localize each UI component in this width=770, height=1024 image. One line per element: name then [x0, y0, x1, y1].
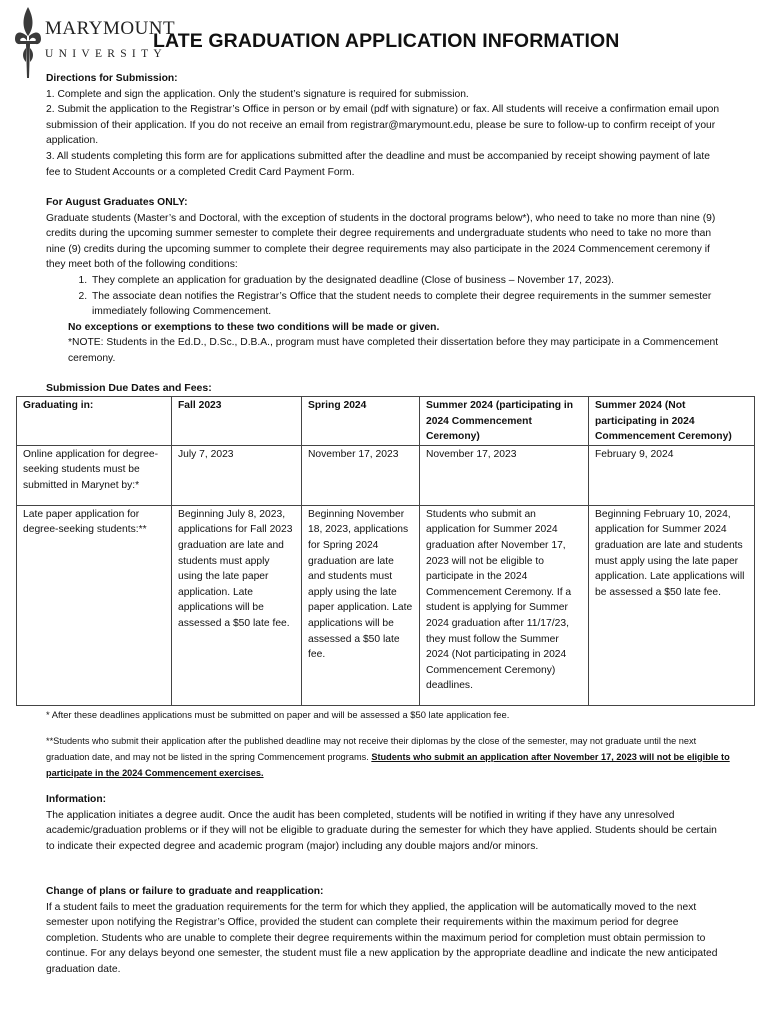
cell-online-fall: July 7, 2023: [172, 445, 302, 505]
header-fall-2023: Fall 2023: [172, 397, 302, 446]
row-label-online: Online application for degree-seeking students must be submitted in Marynet by:*: [17, 445, 172, 505]
header-summer-2024-not-participating: Summer 2024 (Not participating in 2024 Commencement Ceremony): [589, 397, 755, 446]
august-heading: For August Graduates ONLY:: [46, 197, 188, 208]
cell-late-summer-not-participating: Beginning February 10, 2024, application for Summer 2024 graduation are late and students must apply using the late paper application. Late applications will be assessed a $50 late fee.: [589, 505, 755, 705]
table-header-row: [17, 397, 755, 446]
august-intro: Graduate students (Master’s and Doctoral, with the exception of students in the doctoral programs below*), who need to take no more than nine (9) credits during the upcoming summer semester to complete their degree requirements and undergraduate students who need to take no more than nine (9) credits during the upcoming summer to complete their degree requirements may also participate in the 2024 Commencement ceremony if they meet both of the following conditions:: [46, 212, 716, 271]
table-row: [17, 505, 755, 705]
table-row: [17, 445, 755, 505]
information-body: The application initiates a degree audit. Once the audit has been completed, students will be notified in writing if they have any unresolved academic/graduation problems or if they will not be eligible to graduate during the semester for which they have applied. Students should be certain to indicate their expected degree and academic program (major) including any double majors and/or minors.: [46, 809, 717, 852]
no-exceptions-text: No exceptions or exemptions to these two conditions will be made or given.: [68, 321, 440, 333]
header-graduating-in: Graduating in:: [17, 397, 172, 446]
information-heading: Information:: [46, 794, 107, 805]
doctoral-note: *NOTE: Students in the Ed.D., D.Sc., D.B.A., program must have completed their dissertation before they may participate in a Commencement ceremony.: [68, 337, 719, 364]
header-spring-2024: Spring 2024: [302, 397, 420, 446]
fees-table: [16, 396, 755, 706]
change-heading: Change of plans or failure to graduate and reapplication:: [46, 886, 324, 897]
directions-heading: Directions for Submission:: [46, 73, 178, 84]
logo-wordmark-top: MARYMOUNT: [45, 18, 176, 39]
fees-table-label: Submission Due Dates and Fees:: [46, 382, 212, 394]
conditions-list: [46, 273, 726, 320]
cell-late-fall: Beginning July 8, 2023, applications for Fall 2023 graduation are late and students must apply using the late paper application. Late applications will be assessed a $50 late fee.: [172, 505, 302, 705]
directions-item-1: 1. Complete and sign the application. Only the student’s signature is required for submission.: [46, 88, 469, 100]
fleur-de-lis-icon: [14, 6, 42, 80]
footnote-double-star-text: **Students who submit their application after the published deadline may not receive their diplomas by the close of the semester, may not graduate until the next graduation date, and may not be listed in the spring Commencement programs.: [46, 736, 697, 762]
directions-item-3: 3. All students completing this form are for applications submitted after the deadline and must be accompanied by receipt showing payment of late fee to Student Accounts or a completed Credit Card Payment Form.: [46, 150, 710, 178]
directions-section: [46, 71, 726, 180]
cell-late-spring: Beginning November 18, 2023, applications for Spring 2024 graduation are late and students must apply using the late paper application. Late applications will be assessed a $50 late fee.: [302, 505, 420, 705]
change-section: [46, 884, 726, 978]
footnote-double-star-emphasis: Students who submit an application after November 17, 2023 will not be eligible to participate in the 2024 Commencement exercises.: [46, 752, 730, 778]
condition-item: 2. The associate dean notifies the Registrar’s Office that the student needs to complete their degree requirements in the summer semester immediately following Commencement.: [90, 289, 726, 320]
page-title: LATE GRADUATION APPLICATION INFORMATION: [153, 30, 620, 52]
cell-late-summer-participating: Students who submit an application for Summer 2024 graduation after November 17, 2023 will not be eligible to participate in the 2024 Commencement Ceremony. If a student is applying for Summer 2024 graduation after 11/17/23, they must follow the Summer 2024 (Not participating in 2024 Commencement Ceremony) deadlines.: [420, 505, 589, 705]
directions-item-2: 2. Submit the application to the Registrar’s Office in person or by email (pdf with signature) or fax. All students will receive a confirmation email upon submission of their application. If you do not receive an email from registrar@marymount.edu, please be sure to follow-up to confirm receipt of your application.: [46, 104, 720, 147]
footnote-star: * After these deadlines applications must be submitted on paper and will be assessed a $50 late application fee.: [46, 709, 510, 720]
information-section: [46, 792, 726, 854]
august-section: [46, 195, 726, 367]
row-label-late: Late paper application for degree-seeking students:**: [17, 505, 172, 705]
change-body: If a student fails to meet the graduation requirements for the term for which they applied, the application will be automatically moved to the next semester upon notifying the Registrar’s Office, provided the student can complete their requirements within the maximum period for degree completion. Students who are unable to complete their degree requirements within the maximum period for completion must obtain permission to continue. For any delays beyond one semester, the student must file a new application by the appropriate deadline and indicate the new anticipated graduation date.: [46, 901, 718, 975]
footnote-double-star: [46, 733, 736, 781]
cell-online-spring: November 17, 2023: [302, 445, 420, 505]
header-summer-2024-participating: Summer 2024 (participating in 2024 Commencement Ceremony): [420, 397, 589, 446]
cell-online-summer-not-participating: February 9, 2024: [589, 445, 755, 505]
logo-wordmark-bottom: UNIVERSITY: [45, 48, 167, 60]
condition-item: 1. They complete an application for graduation by the designated deadline (Close of business – November 17, 2023).: [90, 273, 726, 289]
cell-online-summer-participating: November 17, 2023: [420, 445, 589, 505]
